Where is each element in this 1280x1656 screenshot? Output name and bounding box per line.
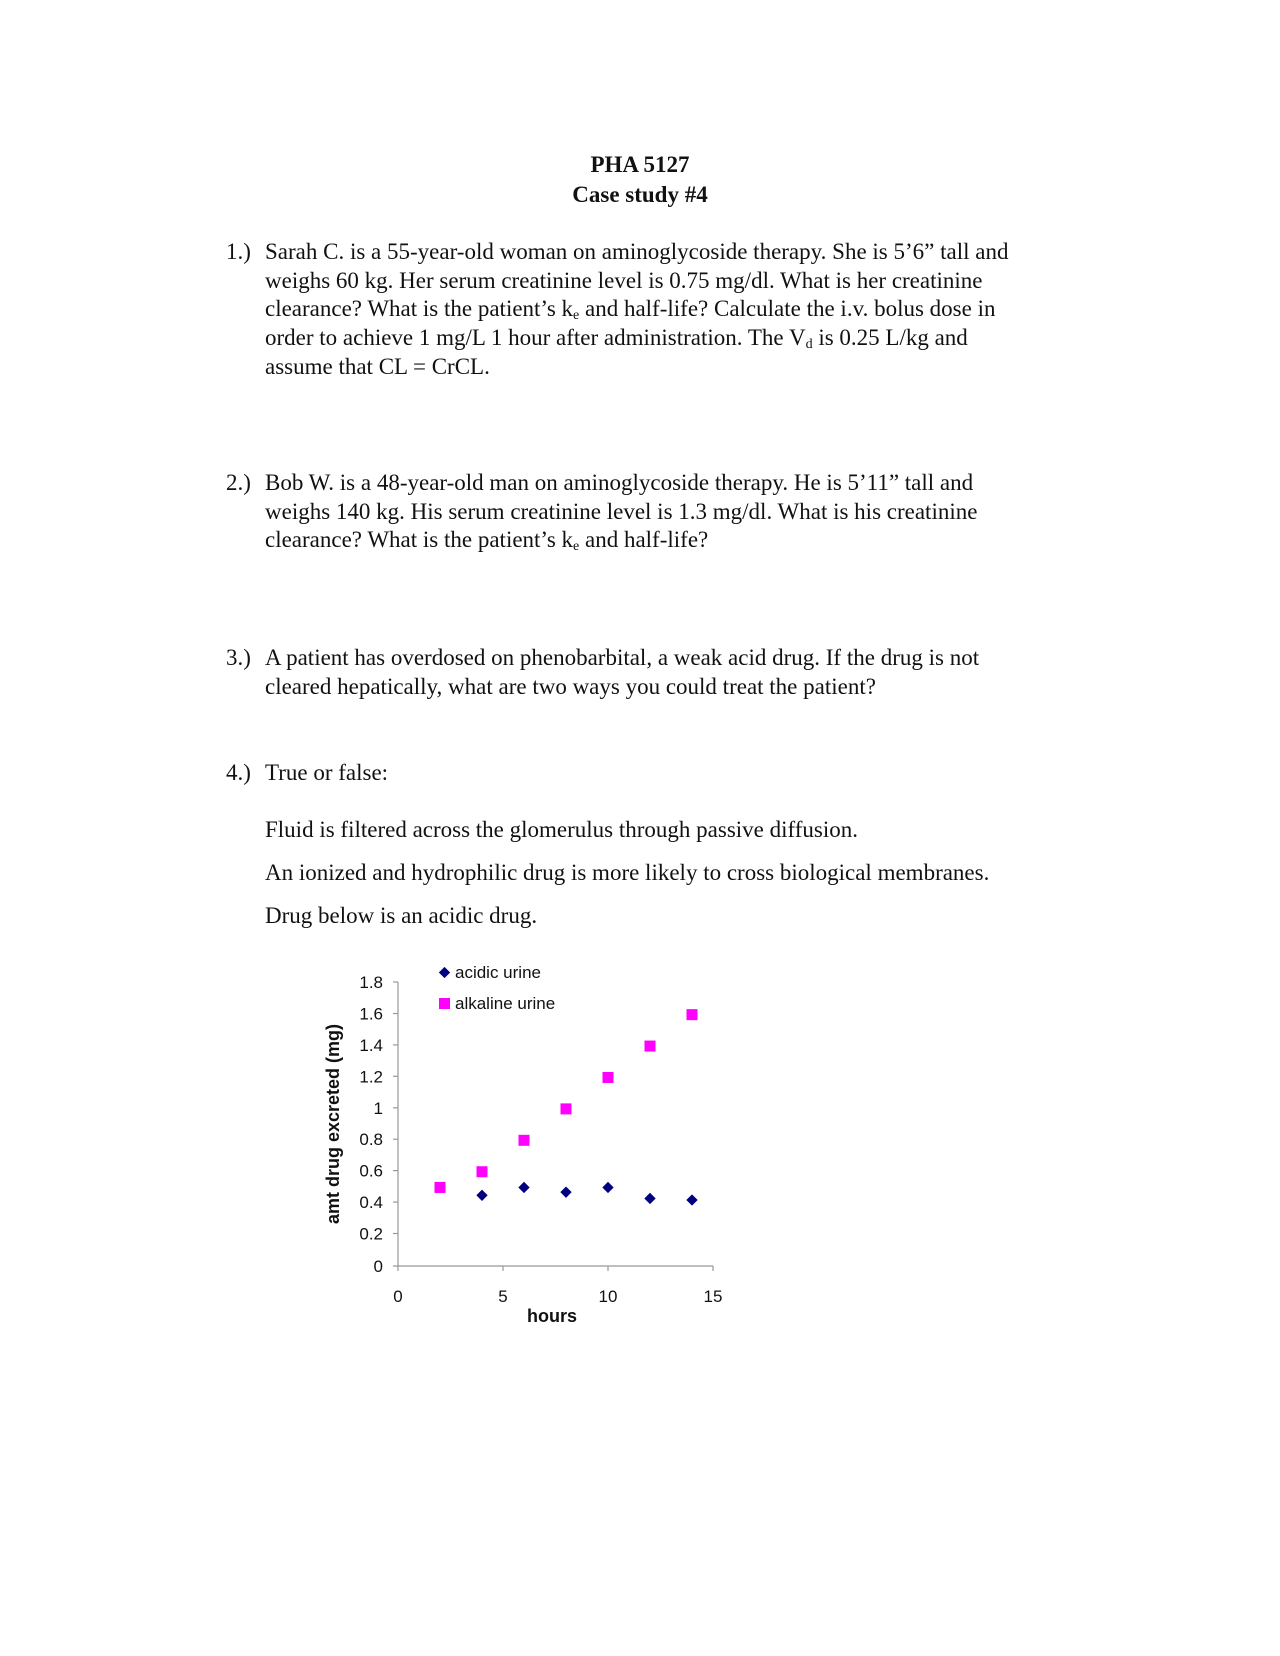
text-span: is 0.25 L/kg and <box>812 325 968 351</box>
text-span: order to achieve 1 mg/L 1 hour after administration. The V <box>265 325 806 351</box>
question-line: weighs 140 kg. His serum creatinine level is 1.3 mg/dl. What is his creatinine <box>265 498 978 524</box>
question-1 <box>226 238 1086 382</box>
question-line: weighs 60 kg. Her serum creatinine level is 0.75 mg/dl. What is her creatinine <box>265 267 983 293</box>
page-subtitle: Case study #4 <box>572 182 708 207</box>
data-point <box>645 1041 656 1052</box>
y-tick-label: 0 <box>373 1257 383 1276</box>
question-text <box>265 238 1086 382</box>
question-text <box>265 644 1086 701</box>
question-line: Sarah C. is a 55-year-old woman on aminoglycoside therapy. She is 5’6” tall and <box>265 239 1009 264</box>
true-false-statement-3: Drug below is an acidic drug. <box>265 903 538 928</box>
y-tick-label: 0.2 <box>359 1224 383 1244</box>
x-tick-label: 5 <box>498 1287 508 1306</box>
y-tick-label: 0.8 <box>359 1130 383 1150</box>
y-axis-title: amt drug excreted (mg) <box>323 1023 343 1225</box>
question-line: Bob W. is a 48-year-old man on aminoglycoside therapy. He is 5’11” tall and <box>265 470 974 495</box>
data-point <box>519 1135 530 1146</box>
y-tick-label: 1 <box>373 1098 383 1118</box>
x-tick-label: 0 <box>393 1287 403 1306</box>
y-tick-labels <box>359 973 383 1276</box>
data-point <box>644 1193 655 1204</box>
legend-label-alkaline: alkaline urine <box>455 994 556 1013</box>
legend-label-acidic: acidic urine <box>455 963 541 982</box>
question-line <box>265 526 1086 555</box>
question-text <box>265 469 1086 555</box>
question-text: True or false: <box>265 760 389 785</box>
y-tick-label: 1.4 <box>359 1035 383 1055</box>
true-false-statement-1: Fluid is filtered across the glomerulus through passive diffusion. <box>265 817 859 842</box>
course-title: PHA 5127 <box>590 152 690 177</box>
subscript: d <box>805 337 813 353</box>
question-line <box>265 324 1086 353</box>
data-point <box>686 1194 697 1205</box>
text-span: and half-life? <box>579 527 709 553</box>
y-tick-label: 0.4 <box>359 1193 383 1213</box>
true-false-statement-2: An ionized and hydrophilic drug is more likely to cross biological membranes. <box>265 860 990 885</box>
text-span: clearance? What is the patient’s k <box>265 527 574 553</box>
question-line <box>265 295 1086 324</box>
x-axis-title: hours <box>526 1306 578 1326</box>
diamond-marker-icon <box>439 967 450 978</box>
x-tick-label: 15 <box>703 1287 723 1306</box>
question-number: 1.) <box>226 239 251 264</box>
question-number: 2.) <box>226 470 251 495</box>
data-point <box>518 1182 529 1193</box>
data-point <box>435 1182 446 1193</box>
series-alkaline-urine <box>435 1009 698 1193</box>
y-axis <box>393 982 398 1266</box>
x-axis <box>393 1266 713 1271</box>
y-tick-label: 1.8 <box>359 973 383 992</box>
data-point <box>603 1072 614 1083</box>
question-number: 3.) <box>226 645 251 670</box>
series-acidic-urine <box>476 1182 697 1206</box>
square-marker-icon <box>439 998 450 1009</box>
data-point <box>687 1009 698 1020</box>
y-tick-label: 1.6 <box>359 1004 383 1024</box>
data-point <box>561 1103 572 1114</box>
chart-legend <box>439 963 555 1013</box>
question-line: assume that CL = CrCL. <box>265 353 490 379</box>
data-point <box>476 1190 487 1201</box>
question-line: cleared hepatically, what are two ways you could treat the patient? <box>265 673 876 699</box>
x-tick-label: 10 <box>598 1287 618 1306</box>
text-span: clearance? What is the patient’s k <box>265 296 574 322</box>
y-tick-label: 0.6 <box>359 1161 383 1181</box>
question-3 <box>226 644 1086 701</box>
text-span: and half-life? Calculate the i.v. bolus dose in <box>579 296 996 322</box>
x-tick-labels <box>393 1287 722 1306</box>
question-line: A patient has overdosed on phenobarbital, a weak acid drug. If the drug is not <box>265 645 980 670</box>
question-number: 4.) <box>226 760 251 785</box>
question-2 <box>226 469 1086 555</box>
data-point <box>602 1182 613 1193</box>
subscript: e <box>573 539 580 555</box>
y-tick-label: 1.2 <box>359 1067 383 1087</box>
subscript: e <box>573 308 580 324</box>
data-point <box>560 1187 571 1198</box>
question-4 <box>226 759 1086 788</box>
data-point <box>477 1166 488 1177</box>
